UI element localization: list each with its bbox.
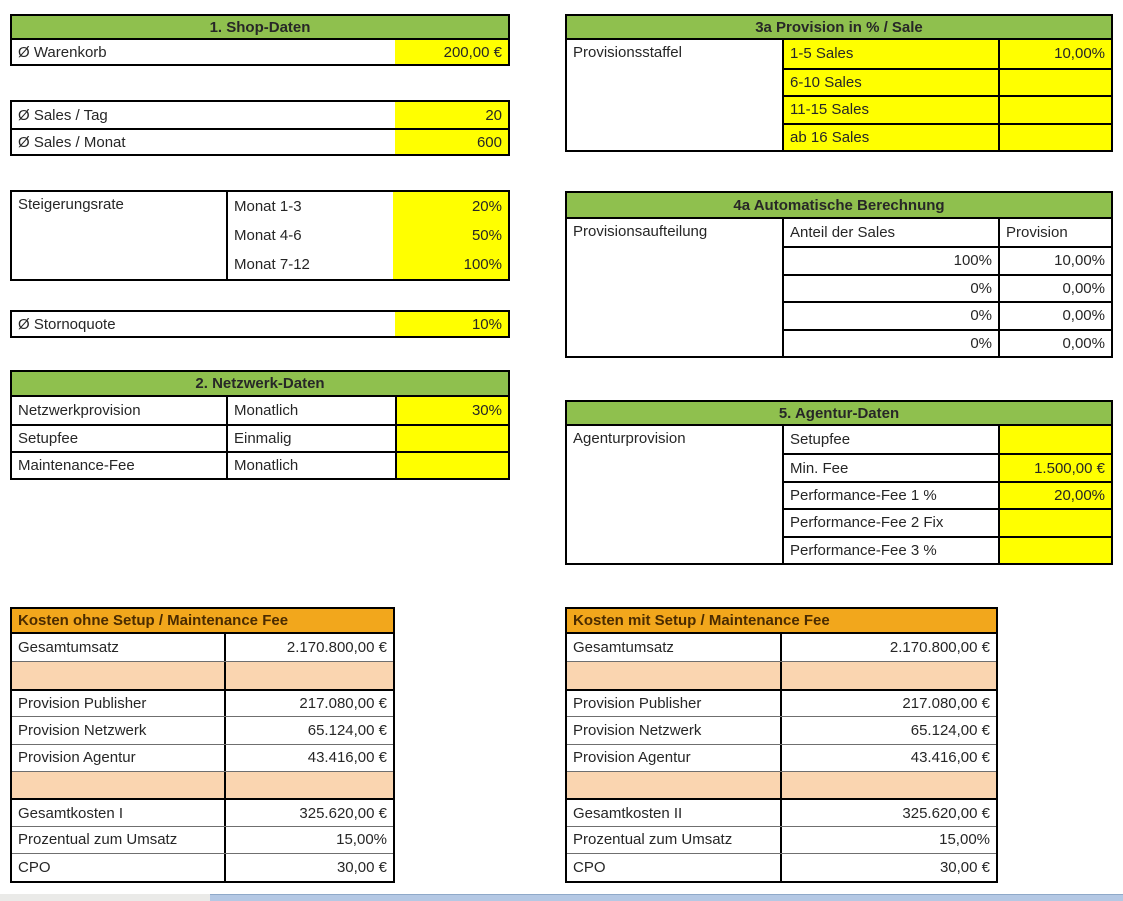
warenkorb-value-cell[interactable]: 200,00 €: [395, 40, 508, 64]
row-tier-11-15: [784, 95, 1111, 123]
anteil-3-cell: 0%: [970, 307, 992, 325]
table-shop-daten-title: 1. Shop-Daten: [12, 16, 508, 40]
spacer-cell: [226, 772, 393, 798]
tier-1-5-label: 1-5 Sales: [784, 40, 998, 68]
provision-netzwerk-ohne-value: 65.124,00 €: [307, 721, 387, 739]
spacer-cell: [567, 662, 782, 688]
table-agentur-daten-title: 5. Agentur-Daten: [567, 402, 1111, 426]
prozentual-mit-label: Prozentual zum Umsatz: [567, 827, 782, 853]
row-berechnung-4: [784, 329, 1111, 357]
row-gesamtkosten-2: [567, 798, 996, 825]
anteil-2-cell: 0%: [970, 279, 992, 297]
performance-fee-1-value-cell[interactable]: 20,00%: [998, 483, 1111, 508]
netzwerkprovision-value-cell[interactable]: 30%: [395, 397, 508, 424]
row-sales-tag: [12, 102, 508, 128]
stornoquote-value-cell[interactable]: 10%: [395, 312, 508, 336]
row-provision-publisher-ohne: [12, 689, 393, 716]
sales-monat-value-cell[interactable]: 600: [395, 130, 508, 154]
row-provision-agentur-mit: [567, 744, 996, 771]
provision-agentur-mit-value: 43.416,00 €: [910, 749, 990, 767]
agentur-min-fee-label: Min. Fee: [790, 459, 849, 477]
tier-1-5-value-cell[interactable]: 10,00%: [998, 40, 1111, 68]
tier-11-15-value-cell[interactable]: [998, 97, 1111, 123]
table-provision-sale: [565, 14, 1113, 152]
anteil-1-cell: 100%: [953, 252, 992, 270]
spacer-row: [12, 661, 393, 688]
cpo-ohne-value: 30,00 €: [336, 858, 387, 876]
spacer-cell: [226, 662, 393, 688]
maintenance-fee-interval: Monatlich: [234, 457, 299, 474]
provision-agentur-mit-label: Provision Agentur: [567, 745, 782, 771]
gesamtumsatz-mit-label: Gesamtumsatz: [567, 634, 782, 661]
row-gesamtkosten-1: [12, 798, 393, 825]
prozentual-ohne-value: 15,00%: [336, 831, 387, 849]
row-cpo-ohne: [12, 853, 393, 880]
row-berechnung-header: [784, 219, 1111, 246]
table-kosten-mit: [565, 607, 998, 883]
row-tier-ab-16: [784, 123, 1111, 151]
row-berechnung-3: [784, 301, 1111, 329]
row-provision-publisher-mit: [567, 689, 996, 716]
row-berechnung-2: [784, 274, 1111, 302]
table-automatische-berechnung-title: 4a Automatische Berechnung: [567, 193, 1111, 219]
row-tier-1-5: [784, 40, 1111, 68]
tier-6-10-label: 6-10 Sales: [784, 70, 998, 96]
row-performance-fee-3: [784, 536, 1111, 563]
table-provision-sale-title: 3a Provision in % / Sale: [567, 16, 1111, 40]
steigerungsrate-label: Steigerungsrate: [12, 192, 228, 279]
spacer-cell: [567, 772, 782, 798]
provision-3-cell: 0,00%: [998, 303, 1111, 329]
spacer-cell: [782, 662, 996, 688]
provision-agentur-ohne-value: 43.416,00 €: [307, 749, 387, 767]
row-monat-7-12: [228, 250, 508, 279]
provisionsaufteilung-label: Provisionsaufteilung: [567, 219, 784, 356]
table-automatische-berechnung: [565, 191, 1113, 358]
provision-1-cell: 10,00%: [998, 248, 1111, 274]
provision-publisher-mit-label: Provision Publisher: [567, 691, 782, 716]
row-performance-fee-2: [784, 508, 1111, 535]
cpo-mit-value: 30,00 €: [939, 858, 990, 876]
spacer-row: [567, 771, 996, 798]
prozentual-mit-value: 15,00%: [939, 831, 990, 849]
row-sales-monat: [12, 128, 508, 154]
cpo-ohne-label: CPO: [12, 854, 226, 880]
table-steigerungsrate: [10, 190, 510, 281]
provision-publisher-ohne-value: 217.080,00 €: [299, 694, 387, 712]
agentur-min-fee-value-cell[interactable]: 1.500,00 €: [998, 455, 1111, 480]
spacer-row: [12, 771, 393, 798]
spacer-row: [567, 661, 996, 688]
agentur-setupfee-value-cell[interactable]: [998, 426, 1111, 453]
row-berechnung-1: [784, 246, 1111, 274]
row-prozentual-mit: [567, 826, 996, 853]
monat-4-6-label: Monat 4-6: [234, 227, 302, 244]
prozentual-ohne-label: Prozentual zum Umsatz: [12, 827, 226, 853]
setupfee-netzwerk-label: Setupfee: [12, 426, 228, 451]
provision-netzwerk-mit-label: Provision Netzwerk: [567, 717, 782, 743]
table-netzwerk-daten: [10, 370, 510, 480]
performance-fee-3-label: Performance-Fee 3 %: [790, 541, 937, 559]
table-sales: [10, 100, 510, 156]
row-provision-agentur-ohne: [12, 744, 393, 771]
col-anteil-der-sales-header: Anteil der Sales: [790, 224, 896, 241]
provision-netzwerk-ohne-label: Provision Netzwerk: [12, 717, 226, 743]
gesamtkosten-1-label: Gesamtkosten I: [12, 800, 226, 825]
row-monat-4-6: [228, 221, 508, 250]
agenturprovision-label: Agenturprovision: [567, 426, 784, 563]
provisionsstaffel-label: Provisionsstaffel: [567, 40, 784, 150]
tier-6-10-value-cell[interactable]: [998, 70, 1111, 96]
provision-agentur-ohne-label: Provision Agentur: [12, 745, 226, 771]
row-prozentual-ohne: [12, 826, 393, 853]
performance-fee-1-label: Performance-Fee 1 %: [790, 486, 937, 504]
row-stornoquote: [12, 312, 508, 336]
sales-tag-value-cell[interactable]: 20: [395, 102, 508, 128]
row-provision-netzwerk-ohne: [12, 716, 393, 743]
provision-publisher-mit-value: 217.080,00 €: [902, 694, 990, 712]
maintenance-fee-label: Maintenance-Fee: [12, 453, 228, 478]
gesamtkosten-2-value: 325.620,00 €: [902, 804, 990, 822]
monat-7-12-label: Monat 7-12: [234, 256, 310, 273]
row-agentur-setupfee: [784, 426, 1111, 453]
maintenance-fee-value-cell[interactable]: [395, 453, 508, 478]
provision-publisher-ohne-label: Provision Publisher: [12, 691, 226, 716]
row-tier-6-10: [784, 68, 1111, 96]
warenkorb-label: Ø Warenkorb: [18, 43, 107, 61]
setupfee-netzwerk-value-cell[interactable]: [395, 426, 508, 451]
table-stornoquote: [10, 310, 510, 338]
cpo-mit-label: CPO: [567, 854, 782, 880]
monat-4-6-value-cell[interactable]: 50%: [393, 221, 508, 250]
row-maintenance-fee: [12, 451, 508, 478]
table-kosten-mit-title: Kosten mit Setup / Maintenance Fee: [567, 609, 996, 634]
spacer-cell: [782, 772, 996, 798]
row-agentur-min-fee: [784, 453, 1111, 480]
row-monat-1-3: [228, 192, 508, 221]
setupfee-netzwerk-interval: Einmalig: [234, 430, 292, 447]
gesamtkosten-1-value: 325.620,00 €: [299, 804, 387, 822]
provision-4-cell: 0,00%: [998, 331, 1111, 357]
sales-tag-label: Ø Sales / Tag: [18, 106, 108, 124]
row-gesamtumsatz-mit: [567, 634, 996, 661]
row-provision-netzwerk-mit: [567, 716, 996, 743]
provision-2-cell: 0,00%: [998, 276, 1111, 302]
provision-netzwerk-mit-value: 65.124,00 €: [910, 721, 990, 739]
tier-11-15-label: 11-15 Sales: [784, 97, 998, 123]
table-shop-daten: [10, 14, 510, 66]
gesamtumsatz-ohne-label: Gesamtumsatz: [12, 634, 226, 661]
spacer-cell: [12, 772, 226, 798]
agentur-setupfee-label: Setupfee: [790, 431, 851, 449]
gesamtumsatz-mit-value: 2.170.800,00 €: [889, 639, 990, 657]
gesamtumsatz-ohne-value: 2.170.800,00 €: [286, 639, 387, 657]
performance-fee-3-value-cell[interactable]: [998, 538, 1111, 563]
performance-fee-2-label: Performance-Fee 2 Fix: [790, 514, 944, 532]
col-provision-header: Provision: [998, 219, 1111, 246]
monat-1-3-label: Monat 1-3: [234, 198, 302, 215]
gesamtkosten-2-label: Gesamtkosten II: [567, 800, 782, 825]
row-warenkorb: [12, 40, 508, 64]
stornoquote-label: Ø Stornoquote: [18, 315, 116, 333]
sales-monat-label: Ø Sales / Monat: [18, 133, 126, 151]
monat-1-3-value-cell[interactable]: 20%: [393, 192, 508, 221]
tier-ab-16-value-cell[interactable]: [998, 125, 1111, 151]
tier-ab-16-label: ab 16 Sales: [784, 125, 998, 151]
table-kosten-ohne: [10, 607, 395, 883]
row-cpo-mit: [567, 853, 996, 880]
table-kosten-ohne-title: Kosten ohne Setup / Maintenance Fee: [12, 609, 393, 634]
netzwerkprovision-label: Netzwerkprovision: [12, 397, 228, 424]
netzwerkprovision-interval: Monatlich: [234, 402, 299, 419]
performance-fee-2-value-cell[interactable]: [998, 510, 1111, 535]
table-agentur-daten: [565, 400, 1113, 565]
row-netzwerkprovision: [12, 397, 508, 424]
table-netzwerk-daten-title: 2. Netzwerk-Daten: [12, 372, 508, 397]
monat-7-12-value-cell[interactable]: 100%: [393, 250, 508, 279]
spacer-cell: [12, 662, 226, 688]
anteil-4-cell: 0%: [970, 334, 992, 352]
row-gesamtumsatz-ohne: [12, 634, 393, 661]
row-setupfee-netzwerk: [12, 424, 508, 451]
row-performance-fee-1: [784, 481, 1111, 508]
